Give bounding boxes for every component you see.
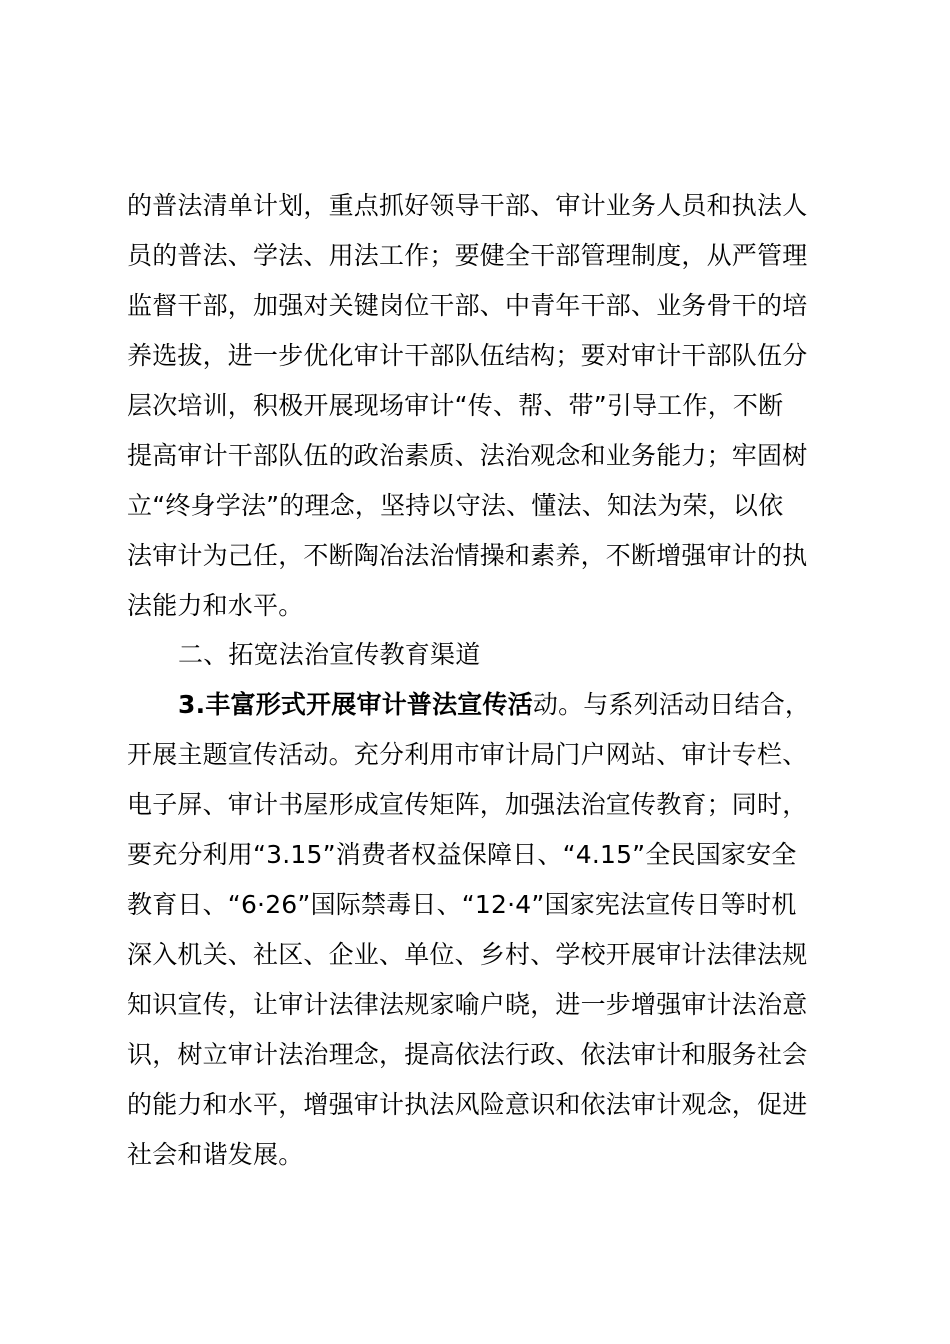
paragraph-line: 员的普法、学法、用法工作；要健全干部管理制度，从严管理 [127, 241, 808, 270]
paragraph-line: 监督干部，加强对关键岗位干部、中青年干部、业务骨干的培 [127, 291, 808, 320]
section-heading: 二、拓宽法治宣传教育渠道 [178, 640, 481, 669]
paragraph-line: 的普法清单计划，重点抓好领导干部、审计业务人员和执法人 [127, 191, 808, 220]
paragraph-line: 要充分利用“3.15”消费者权益保障日、“4.15”全民国家安全 [127, 840, 797, 869]
paragraph-line: 知识宣传，让审计法律法规家喻户晓，进一步增强审计法治意 [127, 990, 808, 1019]
paragraph-line: 层次培训，积极开展现场审计“传、帮、带”引导工作，不断 [127, 391, 784, 420]
paragraph-line: 的能力和水平，增强审计执法风险意识和依法审计观念，促进 [127, 1090, 808, 1119]
paragraph-line: 开展主题宣传活动。充分利用市审计局门户网站、审计专栏、 [127, 740, 808, 769]
paragraph-line: 法能力和水平。 [127, 591, 304, 620]
bold-lead-text: 3.丰富形式开展审计普法宣传活 [178, 690, 533, 719]
paragraph-line: 提高审计干部队伍的政治素质、法治观念和业务能力；牢固树 [127, 441, 808, 470]
paragraph-first-line [178, 680, 838, 730]
paragraph-line: 社会和谐发展。 [127, 1140, 304, 1169]
paragraph-line: 识，树立审计法治理念，提高依法行政、依法审计和服务社会 [127, 1040, 808, 1069]
lead-line-rest: 动。与系列活动日结合， [532, 690, 811, 719]
paragraph-line: 电子屏、审计书屋形成宣传矩阵，加强法治宣传教育；同时， [127, 790, 808, 819]
paragraph-line: 立“终身学法”的理念，坚持以守法、懂法、知法为荣，以依 [127, 491, 784, 520]
paragraph-line: 教育日、“6·26”国际禁毒日、“12·4”国家宪法宣传日等时机 [127, 890, 797, 919]
paragraph-line: 深入机关、社区、企业、单位、乡村、学校开展审计法律法规 [127, 940, 808, 969]
paragraph-line: 养选拔，进一步优化审计干部队伍结构；要对审计干部队伍分 [127, 341, 808, 370]
paragraph-line: 法审计为己任，不断陶冶法治情操和素养，不断增强审计的执 [127, 541, 808, 570]
